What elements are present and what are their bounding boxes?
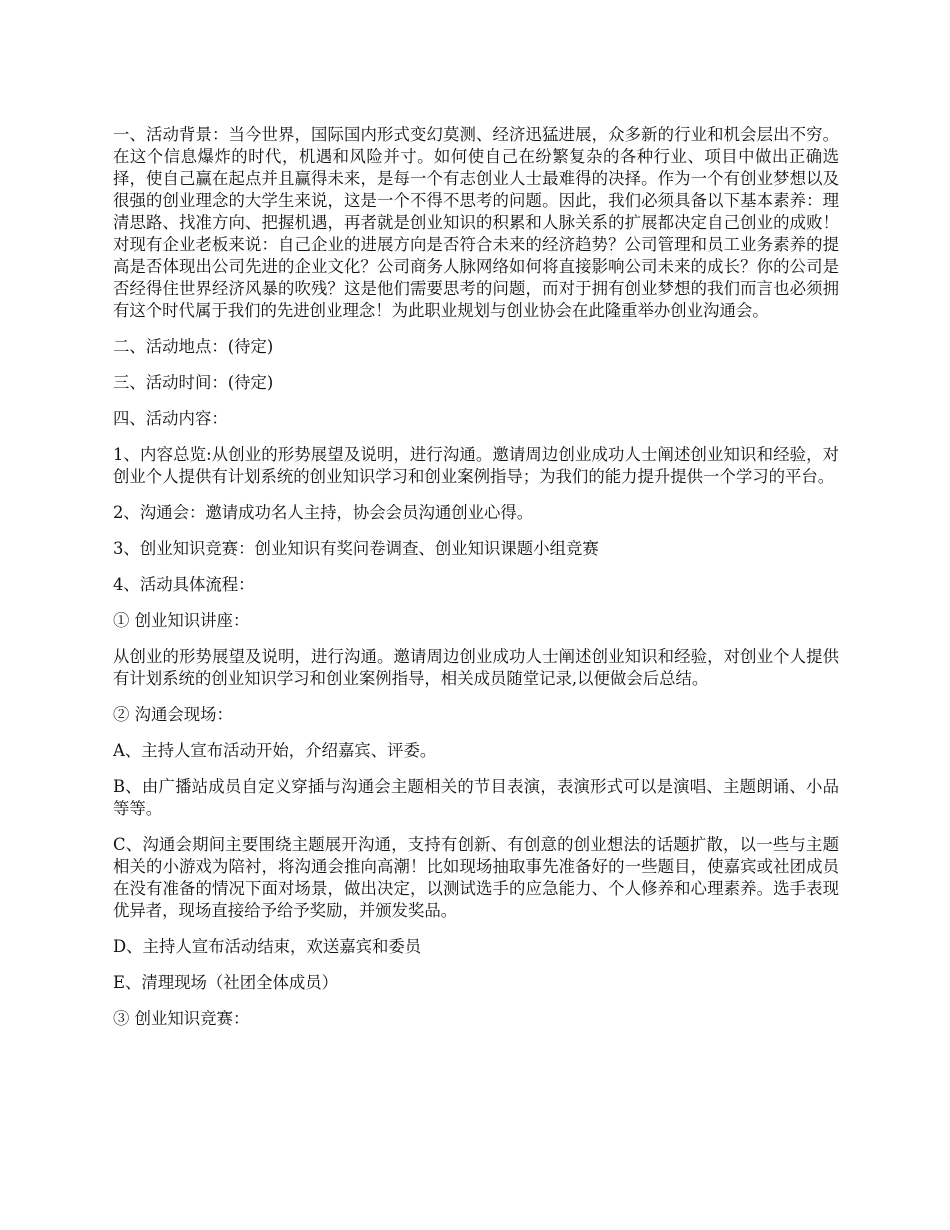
list-item-a: A、主持人宣布活动开始，介绍嘉宾、评委。 <box>113 741 437 760</box>
paragraph-location: 二、活动地点：(待定) <box>113 337 274 356</box>
list-item-c: C、沟通会期间主要围绕主题展开沟通，支持有创新、有创意的创业想法的话题扩散，以一些与主题相关的小游戏为陪衬，将沟通会推向高潮！比如现场抽取事先准备好的一些题目，使嘉宾或社团成员在没有准备的情况下面对场景，做出决定，以测试选手的应急能力、个人修养和心理素养。选手表现优异者，现场直接给予给予奖励，并颁发奖品。 <box>113 835 839 920</box>
paragraph-process: 4、活动具体流程： <box>113 575 255 594</box>
subheading-meeting-site: ② 沟通会现场： <box>113 705 233 724</box>
subheading-knowledge-competition: ③ 创业知识竞赛： <box>113 1009 250 1028</box>
paragraph-background: 一、活动背景：当今世界，国际国内形式变幻莫测、经济迅猛进展，众多新的行业和机会层出不穷。在这个信息爆炸的时代，机遇和风险并寸。如何使自己在纷繁复杂的各种行业、项目中做出正确选择，使自己赢在起点并且赢得未来，是每一个有志创业人士最难得的决择。作为一个有创业梦想以及很强的创业理念的大学生来说，这是一个不得不思考的问题。因此，我们必须具备以下基本素养：理清思路、找准方向、把握机遇，再者就是创业知识的积累和人脉关系的扩展都决定自己创业的成败！对现有企业老板来说：自己企业的进展方向是否符合未来的经济趋势？公司管理和员工业务素养的提高是否体现出公司先进的企业文化？公司商务人脉网络如何将直接影响公司未来的成长？你的公司是否经得住世界经济风暴的吹残？这是他们需要思考的问题，而对于拥有创业梦想的我们而言也必须拥有这个时代属于我们的先进创业理念！为此职业规划与创业协会在此隆重举办创业沟通会。 <box>113 125 839 320</box>
document-body <box>113 124 839 1044</box>
paragraph-competition: 3、创业知识竞赛：创业知识有奖问卷调查、创业知识课题小组竞赛 <box>113 539 599 558</box>
paragraph-time: 三、活动时间：(待定) <box>113 373 274 392</box>
paragraph-overview: 1、内容总览:从创业的形势展望及说明，进行沟通。邀请周边创业成功人士阐述创业知识和经验，对创业个人提供有计划系统的创业知识学习和创业案例指导；为我们的能力提升提供一个学习的平台。 <box>113 445 839 486</box>
list-item-e: E、清理现场（社团全体成员） <box>113 973 339 992</box>
list-item-d: D、主持人宣布活动结束，欢送嘉宾和委员 <box>113 937 422 956</box>
paragraph-lecture: 从创业的形势展望及说明，进行沟通。邀请周边创业成功人士阐述创业知识和经验，对创业个人提供有计划系统的创业知识学习和创业案例指导，相关成员随堂记录,以便做会后总结。 <box>113 647 839 688</box>
paragraph-meeting: 2、沟通会：邀请成功名人主持，协会会员沟通创业心得。 <box>113 503 534 522</box>
list-item-b: B、由广播站成员自定义穿插与沟通会主题相关的节目表演，表演形式可以是演唱、主题朗诵、小品等等。 <box>113 777 839 818</box>
section-heading-content: 四、活动内容： <box>113 409 228 428</box>
subheading-lecture: ① 创业知识讲座： <box>113 611 250 630</box>
